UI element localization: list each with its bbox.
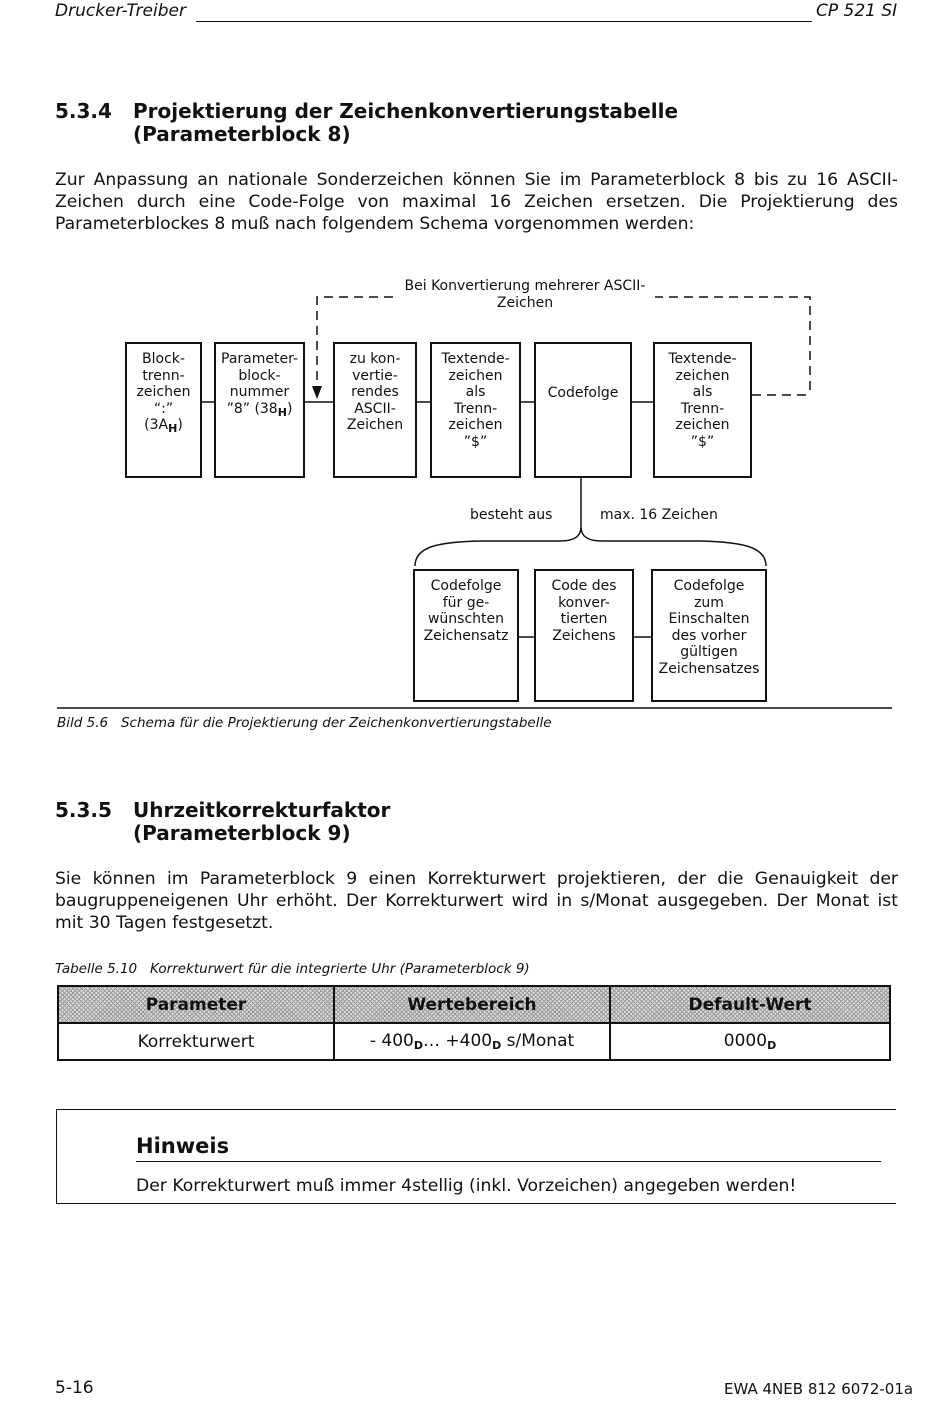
page-number: 5-16 (55, 1378, 94, 1398)
note-text: Der Korrekturwert muß immer 4stellig (inkl. Vorzeichen) angegeben werden! (136, 1176, 797, 1196)
box-code-sequence-restore-charset: Codefolge zum Einschalten des vorher gültigen Zeichensatzes (651, 569, 767, 702)
table-cell-range: - $400_D\dots +400_D$ s/Monat (334, 1023, 610, 1060)
loop-label: Bei Konvertierung mehrerer ASCII- Zeichen (395, 278, 655, 312)
box-code-sequence-desired-charset: Codefolge für ge- wünschten Zeichensatz (413, 569, 519, 702)
figure-caption: Bild 5.6 Schema für die Projektierung der Zeichenkonvertierungstabelle (57, 715, 552, 731)
consists-of-label: besteht aus (470, 507, 553, 523)
section-title: Uhrzeitkorrekturfaktor (133, 798, 391, 822)
note-rule (136, 1161, 881, 1162)
table-cell-default: $0000_D$ (610, 1023, 890, 1060)
box-ascii-char: zu kon- vertie- rendes ASCII- Zeichen (333, 342, 417, 478)
section-title: Projektierung der Zeichenkonvertierungstabelle (133, 99, 679, 123)
running-header-right: CP 521 SI (816, 1, 898, 21)
section-paragraph: Zur Anpassung an nationale Sonderzeichen können Sie im Parameterblock 8 bis zu 16 ASCII-Zeichen durch eine Code-Folge von maximal 16 Zeichen ersetzen. Die Projektierung des Parameterblockes 8 muß nach folgendem Schema vorgenommen werden: (55, 170, 898, 234)
table-header-cell: Wertebereich (334, 986, 610, 1023)
max-chars-label: max. 16 Zeichen (600, 507, 718, 523)
box-code-sequence: Codefolge (534, 342, 632, 478)
table-caption: Tabelle 5.10 Korrekturwert für die integrierte Uhr (Parameterblock 9) (55, 961, 530, 977)
section-heading-534-line2: (Parameterblock 8) (133, 122, 351, 146)
box-converted-char-code: Code des konver- tierten Zeichens (534, 569, 634, 702)
box-text-end-separator-1: Textende- zeichen als Trenn- zeichen ”$” (430, 342, 521, 478)
table-cell-parameter: Korrekturwert (58, 1023, 334, 1060)
document-id: EWA 4NEB 812 6072-01a (724, 1380, 914, 1398)
box-parameter-block-number: Parameter- block- nummer ”8” $(38_H)$ (214, 342, 305, 478)
box-block-separator: Block- trenn- zeichen “:” $(3A_H)$ (125, 342, 202, 478)
arrow-head-icon (312, 386, 322, 399)
section-number: 5.3.5 (55, 798, 112, 822)
section-paragraph: Sie können im Parameterblock 9 einen Korrekturwert projektieren, der die Genauigkeit der baugruppeneigenen Uhr erhöht. Der Korrekturwert wird in s/Monat ausgegeben. Der Monat ist mit 30 Tagen festgesetzt. (55, 869, 898, 933)
table-row (58, 1023, 890, 1060)
section-heading-535-line2: (Parameterblock 9) (133, 821, 351, 845)
section-heading-535 (55, 799, 390, 822)
table-header-row (58, 986, 890, 1023)
section-number: 5.3.4 (55, 99, 112, 123)
table-header-cell: Default-Wert (610, 986, 890, 1023)
running-header-left: Drucker-Treiber (55, 1, 186, 21)
note-title: Hinweis (136, 1134, 230, 1158)
table-header-cell: Parameter (58, 986, 334, 1023)
box-text-end-separator-2: Textende- zeichen als Trenn- zeichen ”$” (653, 342, 752, 478)
correction-value-table (57, 985, 891, 1061)
